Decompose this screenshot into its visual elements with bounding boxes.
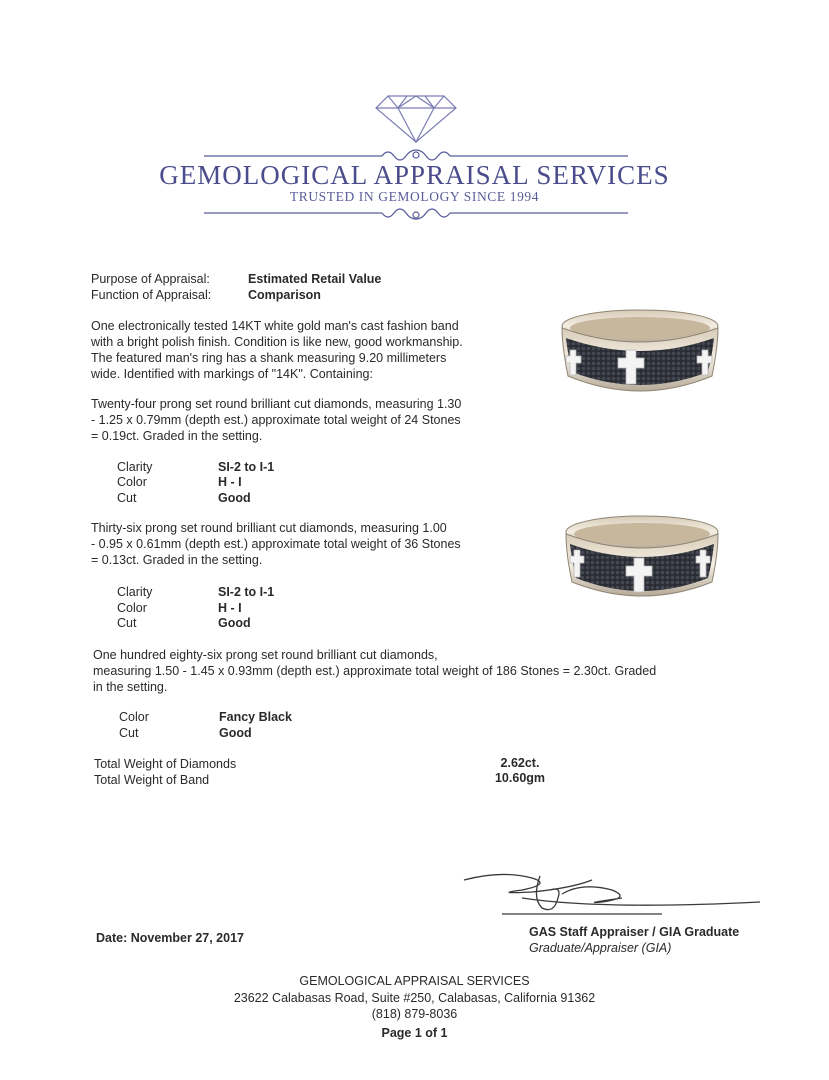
description-line: One electronically tested 14KT white gold man's cast fashion band xyxy=(91,319,459,333)
signature-title: GAS Staff Appraiser / GIA Graduate xyxy=(529,925,740,939)
purpose-value: Estimated Retail Value xyxy=(248,272,382,286)
ring-photo-bottom xyxy=(560,510,724,610)
footer-address: 23622 Calabasas Road, Suite #250, Calabasas, California 91362 xyxy=(233,991,596,1005)
footer-company: GEMOLOGICAL APPRAISAL SERVICES xyxy=(299,974,530,988)
diamond-group-2 xyxy=(91,520,531,568)
grade-label: Cut xyxy=(119,726,139,740)
diamond-group-1 xyxy=(91,396,531,444)
grade-label: Color xyxy=(117,475,147,489)
group-line: One hundred eighty-six prong set round brilliant cut diamonds, xyxy=(93,648,438,662)
grade-value: SI-2 to I-1 xyxy=(218,585,275,599)
grade-value: H - I xyxy=(218,475,242,489)
purpose-label: Purpose of Appraisal: xyxy=(91,272,210,286)
description-line: The featured man's ring has a shank measuring 9.20 millimeters xyxy=(91,351,447,365)
group-line: Twenty-four prong set round brilliant cut diamonds, measuring 1.30 xyxy=(91,397,462,411)
grade-label: Cut xyxy=(117,491,137,505)
signature-graphic xyxy=(462,868,762,918)
grade-label: Clarity xyxy=(117,460,153,474)
ring-photo-top xyxy=(556,306,724,406)
total-band-value: 10.60gm xyxy=(494,771,546,785)
grade-label: Color xyxy=(117,601,147,615)
group-line: = 0.13ct. Graded in the setting. xyxy=(91,553,263,567)
group-line: Thirty-six prong set round brilliant cut diamonds, measuring 1.00 xyxy=(91,521,447,535)
total-diamonds-label: Total Weight of Diamonds xyxy=(94,757,237,771)
function-label: Function of Appraisal: xyxy=(91,288,212,302)
description-line: with a bright polish finish. Condition is like new, good workmanship. xyxy=(91,335,463,349)
grade-label: Cut xyxy=(117,616,137,630)
description-line: wide. Identified with markings of "14K". Containing: xyxy=(91,367,373,381)
ring-description xyxy=(91,318,531,382)
total-band-label: Total Weight of Band xyxy=(94,773,210,787)
grade-value: H - I xyxy=(218,601,242,615)
grade-value: Good xyxy=(218,616,251,630)
signature-subtitle: Graduate/Appraiser (GIA) xyxy=(529,941,672,955)
grade-value: SI-2 to I-1 xyxy=(218,460,275,474)
grade-label: Clarity xyxy=(117,585,153,599)
company-tagline: TRUSTED IN GEMOLOGY SINCE 1994 xyxy=(289,189,540,204)
grade-value: Fancy Black xyxy=(219,710,292,724)
diamond-logo-icon xyxy=(374,92,458,144)
diamond-group-3 xyxy=(93,647,753,695)
group-line: measuring 1.50 - 1.45 x 0.93mm (depth est.) approximate total weight of 186 Stones = 2.30ct. Graded xyxy=(93,664,657,678)
grade-value: Good xyxy=(218,491,251,505)
page-number: Page 1 of 1 xyxy=(381,1026,448,1040)
group-line: in the setting. xyxy=(93,680,168,694)
grade-value: Good xyxy=(219,726,252,740)
appraisal-date: Date: November 27, 2017 xyxy=(96,931,244,945)
total-diamonds-value: 2.62ct. xyxy=(500,756,540,770)
group-line: - 0.95 x 0.61mm (depth est.) approximate total weight of 36 Stones xyxy=(91,537,461,551)
function-value: Comparison xyxy=(248,288,321,302)
group-line: = 0.19ct. Graded in the setting. xyxy=(91,429,263,443)
company-title: GEMOLOGICAL APPRAISAL SERVICES xyxy=(159,160,670,190)
footer-phone: (818) 879-8036 xyxy=(371,1007,458,1021)
group-line: - 1.25 x 0.79mm (depth est.) approximate total weight of 24 Stones xyxy=(91,413,461,427)
grade-label: Color xyxy=(119,710,149,724)
header-bottom-ornament xyxy=(204,205,628,223)
